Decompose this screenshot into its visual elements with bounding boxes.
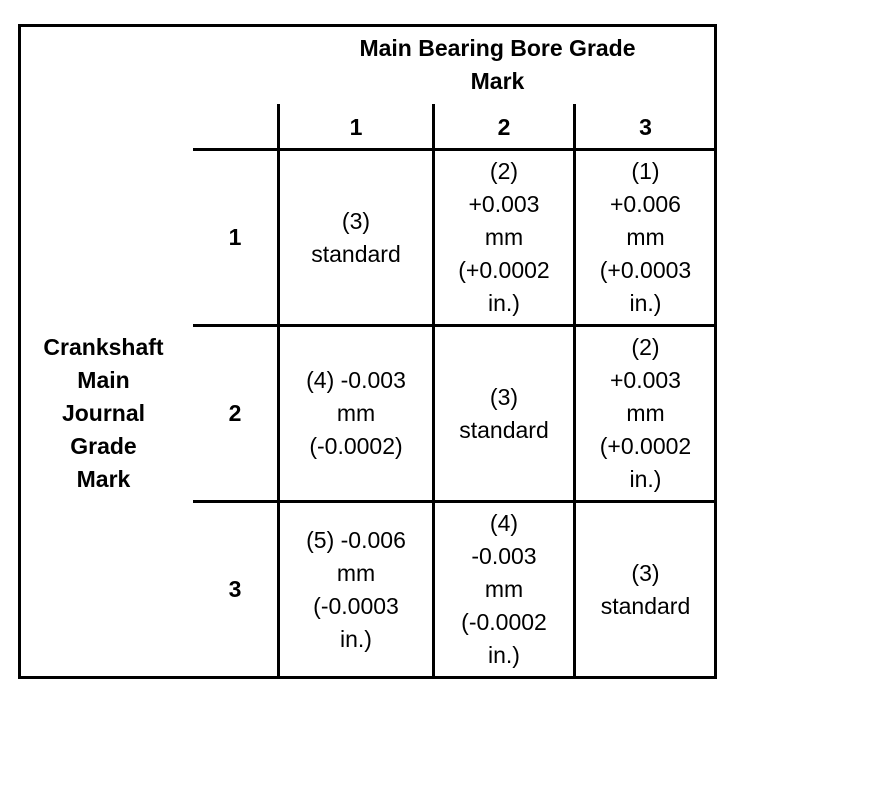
table-cell: (3) standard xyxy=(311,207,401,267)
table-cell: (4) -0.003 mm (-0.0002) xyxy=(306,367,406,459)
column-header-title: Main Bearing Bore Grade Mark xyxy=(359,35,636,94)
table-cell: (2) +0.003 mm (+0.0002 in.) xyxy=(458,158,550,316)
column-grade-3: 3 xyxy=(639,113,652,140)
row-header-title: Crankshaft Main Journal Grade Mark xyxy=(43,334,164,492)
table-cell: (3) standard xyxy=(459,383,549,443)
table-cell: (2) +0.003 mm (+0.0002 in.) xyxy=(599,334,692,492)
column-grade-2: 2 xyxy=(497,113,511,140)
row-grade-3: 3 xyxy=(228,576,242,602)
column-grade-1: 1 xyxy=(349,113,363,140)
table-cell: (3) standard xyxy=(600,559,691,619)
row-grade-2: 2 xyxy=(228,400,242,426)
table-cell: (5) -0.006 mm (-0.0003 in.) xyxy=(306,526,406,652)
row-grade-1: 1 xyxy=(228,224,242,250)
table-cell: (1) +0.006 mm (+0.0003 in.) xyxy=(599,158,692,316)
table-cell: (4) -0.003 mm (-0.0002 in.) xyxy=(461,510,547,668)
